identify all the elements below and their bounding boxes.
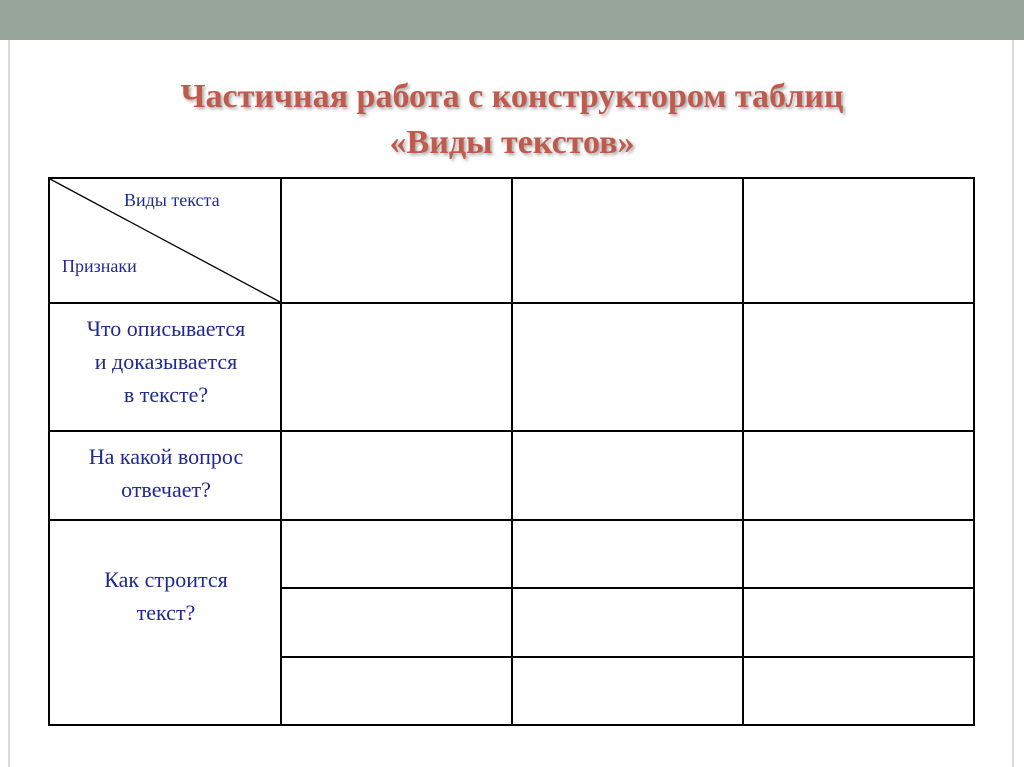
title-line-1: Частичная работа с конструктором таблиц [180,78,844,115]
row-label-line: Как строится [104,567,228,592]
row-label-line: На какой вопрос [88,444,244,469]
header-row-label: Признаки [62,256,137,276]
row-label-line: в тексте? [123,382,209,407]
row-label-line: и доказывается [94,349,238,374]
row-label-structure [52,563,280,629]
row-label-described [52,312,280,411]
row-label-line: отвечает? [121,477,211,502]
row-label-question [52,440,280,506]
row-label-line: текст? [136,600,196,625]
title-line-2: «Виды текстов» [389,124,635,161]
row-label-line: Что описывается [86,316,246,341]
header-column-label: Виды текста [124,190,220,210]
